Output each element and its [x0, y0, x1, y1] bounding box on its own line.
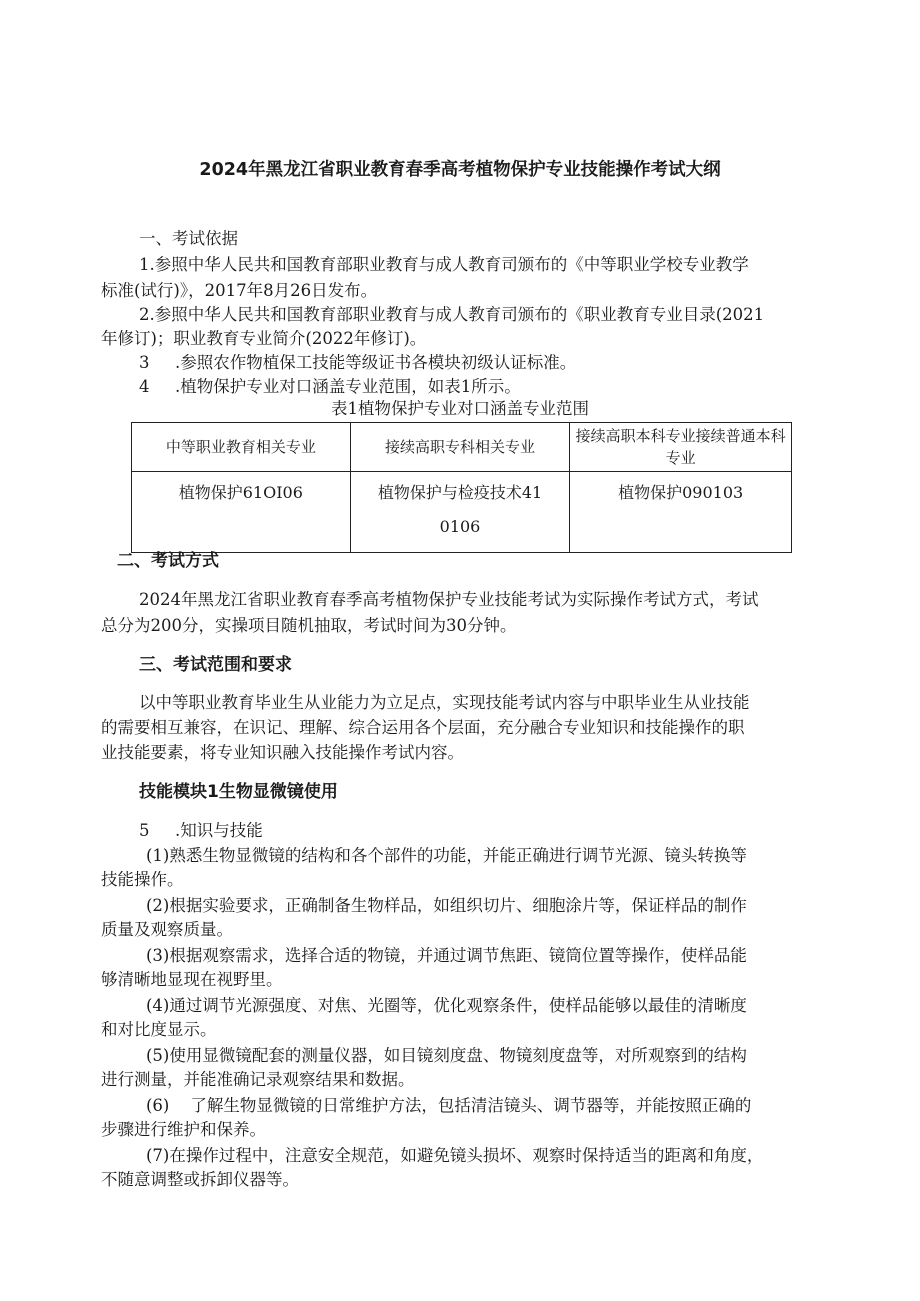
section2-heading: 二、考试方式	[117, 551, 219, 571]
table-cell: 植物保护090103	[570, 472, 792, 553]
item1-line2: 标准(试行)》，2017年8月26日发布。	[101, 281, 378, 300]
table-caption: 表1植物保护专业对口涵盖专业范围	[331, 399, 589, 418]
item4-text: .植物保护专业对口涵盖专业范围，如表1所示。	[175, 377, 521, 396]
section2-line1: 2024年黑龙江省职业教育春季高考植物保护专业技能考试为实际操作考试方式，考试	[139, 590, 759, 609]
item2-line2: 年修订)；职业教育专业简介(2022年修订)。	[101, 329, 427, 348]
major-scope-table	[131, 422, 792, 553]
point5-line2: 进行测量，并能准确记录观察结果和数据。	[101, 1070, 415, 1089]
point6-line2: 步骤进行维护和保养。	[101, 1120, 266, 1139]
point2-line1: (2)根据实验要求，正确制备生物样品，如组织切片、细胞涂片等，保证样品的制作	[146, 896, 747, 915]
section3-line3: 业技能要素，将专业知识融入技能操作考试内容。	[101, 743, 464, 762]
point4-line2: 和对比度显示。	[101, 1020, 217, 1039]
table-cell: 植物保护与检疫技术410106	[350, 472, 570, 553]
module1-heading: 技能模块1生物显微镜使用	[139, 782, 338, 802]
section3-line2: 的需要相互兼容，在识记、理解、综合运用各个层面，充分融合专业知识和技能操作的职	[101, 718, 745, 737]
table-header-cell: 接续高职本科专业接续普通本科专业	[570, 423, 792, 472]
point2-line2: 质量及观察质量。	[101, 920, 233, 939]
table-header-row	[132, 423, 792, 472]
section3-heading: 三、考试范围和要求	[139, 655, 292, 675]
point3-line2: 够清晰地显现在视野里。	[101, 970, 283, 989]
document-title: 2024年黑龙江省职业教育春季高考植物保护专业技能操作考试大纲	[199, 160, 721, 180]
point7-line2: 不随意调整或拆卸仪器等。	[101, 1170, 299, 1189]
table-cell: 植物保护61OI06	[132, 472, 351, 553]
section2-line2: 总分为200分，实操项目随机抽取，考试时间为30分钟。	[101, 616, 517, 635]
table-header-cell: 接续高职专科相关专业	[350, 423, 570, 472]
table-row	[132, 472, 792, 553]
point1-line1: (1)熟悉生物显微镜的结构和各个部件的功能，并能正确进行调节光源、镜头转换等	[146, 846, 747, 865]
point1-line2: 技能操作。	[101, 870, 184, 889]
item1-line1: 1.参照中华人民共和国教育部职业教育与成人教育司颁布的《中等职业学校专业教学	[139, 255, 749, 274]
item4-number: 4	[139, 377, 150, 396]
point6-line1: (6) 了解生物显微镜的日常维护方法，包括清洁镜头、调节器等，并能按照正确的	[146, 1096, 752, 1115]
point7-line1: (7)在操作过程中，注意安全规范，如避免镜头损坏、观察时保持适当的距离和角度，	[146, 1146, 764, 1165]
section1-heading: 一、考试依据	[139, 229, 238, 248]
module1-sub-text: .知识与技能	[175, 821, 263, 840]
item3-number: 3	[139, 353, 150, 372]
item3-text: .参照农作物植保工技能等级证书各模块初级认证标准。	[175, 353, 577, 372]
item2-line1: 2.参照中华人民共和国教育部职业教育与成人教育司颁布的《职业教育专业目录(2021	[139, 305, 765, 324]
point4-line1: (4)通过调节光源强度、对焦、光圈等，优化观察条件，使样品能够以最佳的清晰度	[146, 996, 747, 1015]
table-header-cell: 中等职业教育相关专业	[132, 423, 351, 472]
point5-line1: (5)使用显微镜配套的测量仪器，如目镜刻度盘、物镜刻度盘等，对所观察到的结构	[146, 1046, 747, 1065]
point3-line1: (3)根据观察需求，选择合适的物镜，并通过调节焦距、镜筒位置等操作，使样品能	[146, 946, 747, 965]
section3-line1: 以中等职业教育毕业生从业能力为立足点，实现技能考试内容与中职毕业生从业技能	[139, 693, 750, 712]
module1-sub-number: 5	[139, 821, 150, 840]
